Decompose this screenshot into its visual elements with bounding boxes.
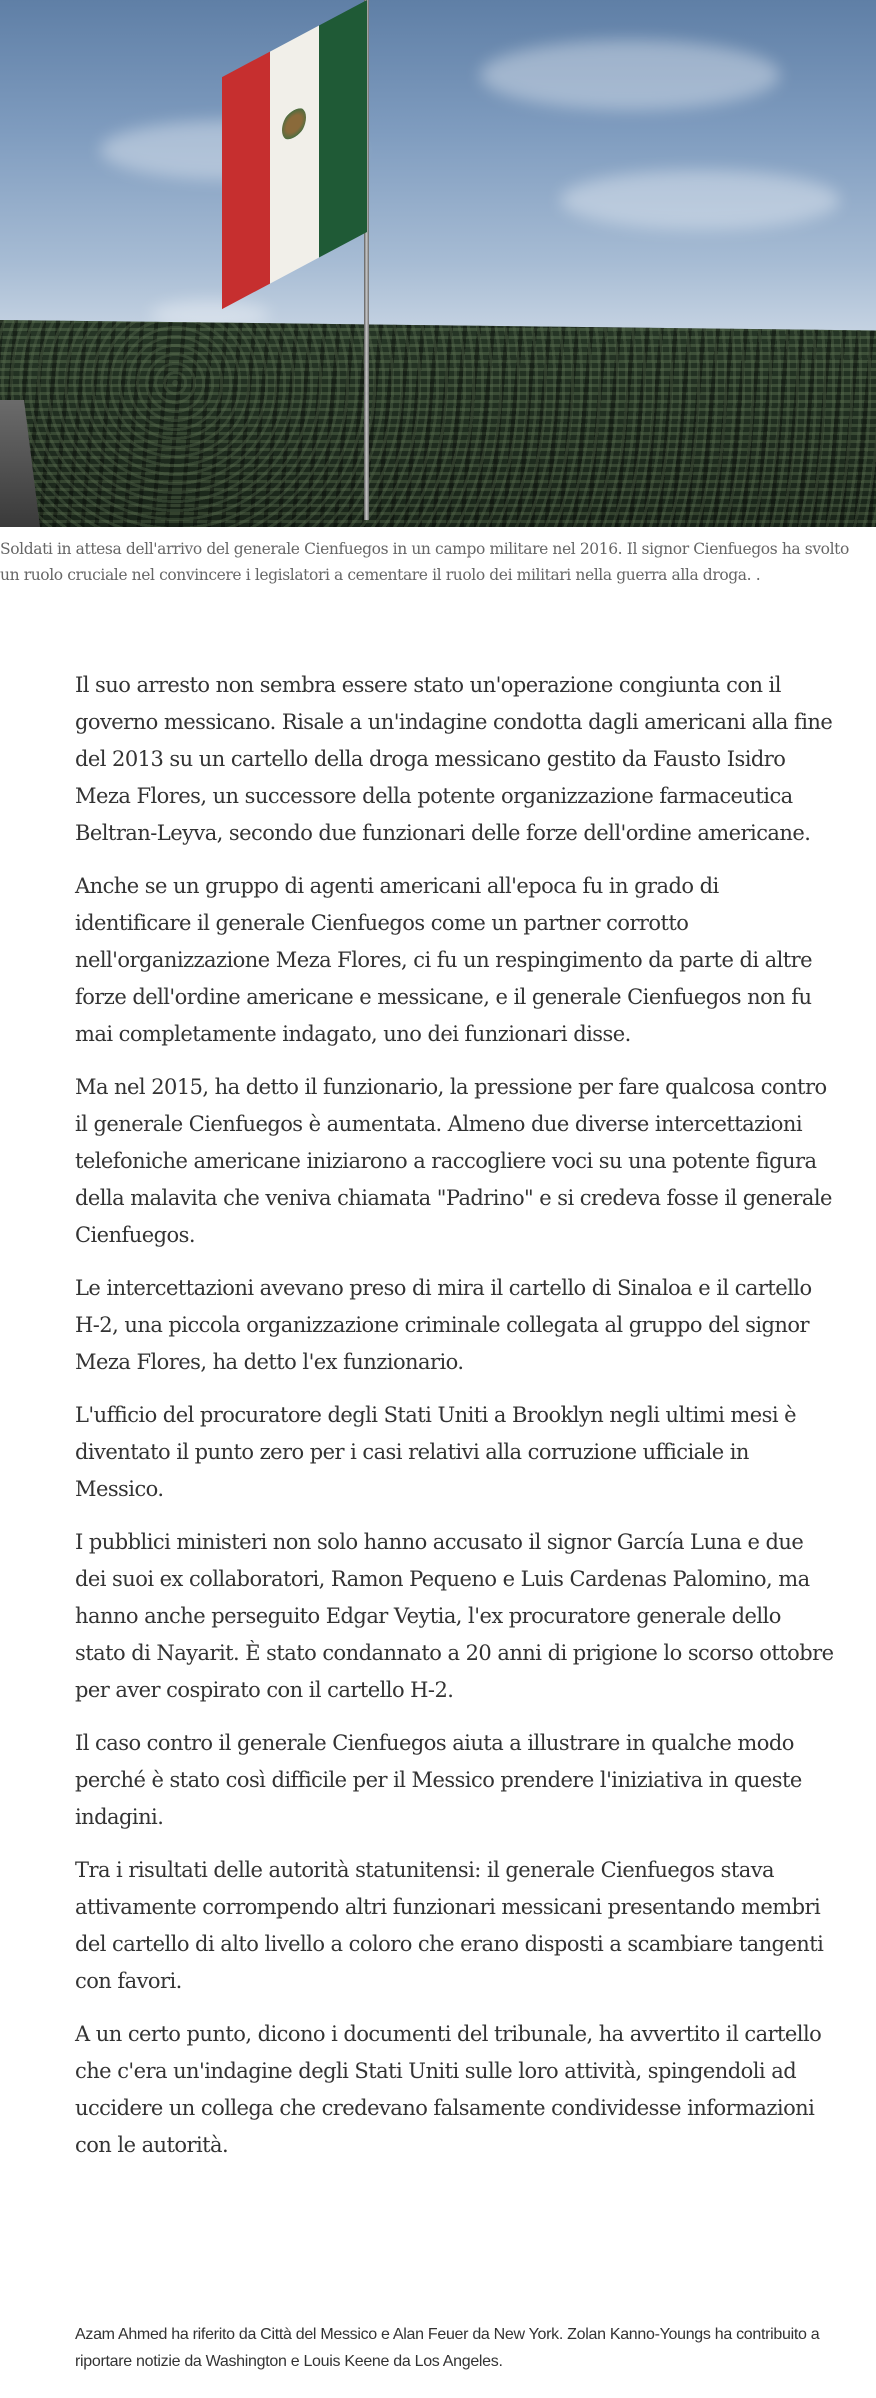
photo-cloud <box>560 170 840 230</box>
article-paragraph: Il caso contro il generale Cienfuegos aiuta a illustrare in qualche modo perché è stato così difficile per il Messico prendere l'iniziativa in queste indagini. <box>75 1731 802 1829</box>
reporting-credit: Azam Ahmed ha riferito da Città del Messico e Alan Feuer da New York. Zolan Kanno-Youngs ha contribuito a riportare notizie da Washington e Louis Keene da Los Angeles. <box>75 2326 820 2370</box>
photo-caption: Soldati in attesa dell'arrivo del generale Cienfuegos in un campo militare nel 2016. Il signor Cienfuegos ha svolto un ruolo cruciale nel convincere i legislatori a cementare il ruolo dei militari nella guerra alla droga. . <box>0 540 849 584</box>
flag-green-stripe <box>319 0 367 258</box>
article-paragraph: I pubblici ministeri non solo hanno accusato il signor García Luna e due dei suoi ex collaboratori, Ramon Pequeno e Luis Cardenas Palomino, ma hanno anche perseguito Edgar Veytia, l'ex procuratore generale dello stato di Nayarit. È stato condannato a 20 anni di prigione lo scorso ottobre per aver cospirato con il cartello H-2. <box>75 1530 834 1702</box>
article-paragraph: Le intercettazioni avevano preso di mira il cartello di Sinaloa e il cartello H-2, una piccola organizzazione criminale collegata al gruppo del signor Meza Flores, ha detto l'ex funzionario. <box>75 1276 812 1374</box>
article-body <box>75 667 835 2180</box>
article-paragraph: Ma nel 2015, ha detto il funzionario, la pressione per fare qualcosa contro il generale Cienfuegos è aumentata. Almeno due diverse intercettazioni telefoniche americane iniziarono a raccogliere voci su una potente figura della malavita che veniva chiamata "Padrino" e si credeva fosse il generale Cienfuegos. <box>75 1075 832 1247</box>
article-photo <box>0 0 876 527</box>
article-paragraph: Tra i risultati delle autorità statunitensi: il generale Cienfuegos stava attivamente corrompendo altri funzionari messicani presentando membri del cartello di alto livello a coloro che erano disposti a scambiare tangenti con favori. <box>75 1858 824 1993</box>
flag-red-stripe <box>222 51 270 309</box>
article-paragraph: L'ufficio del procuratore degli Stati Uniti a Brooklyn negli ultimi mesi è diventato il punto zero per i casi relativi alla corruzione ufficiale in Messico. <box>75 1403 797 1501</box>
article-paragraph: A un certo punto, dicono i documenti del tribunale, ha avvertito il cartello che c'era un'indagine degli Stati Uniti sulle loro attività, spingendoli ad uccidere un collega che credevano falsamente condividesse informazioni con le autorità. <box>75 2022 822 2157</box>
article-paragraph: Anche se un gruppo di agenti americani all'epoca fu in grado di identificare il generale Cienfuegos come un partner corrotto nell'organizzazione Meza Flores, ci fu un respingimento da parte di altre forze dell'ordine americane e messicane, e il generale Cienfuegos non fu mai completamente indagato, uno dei funzionari disse. <box>75 874 813 1046</box>
article-paragraph: Il suo arresto non sembra essere stato un'operazione congiunta con il governo messicano. Risale a un'indagine condotta dagli americani alla fine del 2013 su un cartello della droga messicano gestito da Fausto Isidro Meza Flores, un successore della potente organizzazione farmaceutica Beltran-Leyva, secondo due funzionari delle forze dell'ordine americane. <box>75 673 833 845</box>
flag-white-stripe <box>270 26 318 284</box>
photo-soldiers-crowd <box>0 320 876 527</box>
mexican-flag-icon <box>222 0 367 309</box>
flag-emblem-icon <box>282 102 306 145</box>
photo-cloud <box>480 40 780 110</box>
